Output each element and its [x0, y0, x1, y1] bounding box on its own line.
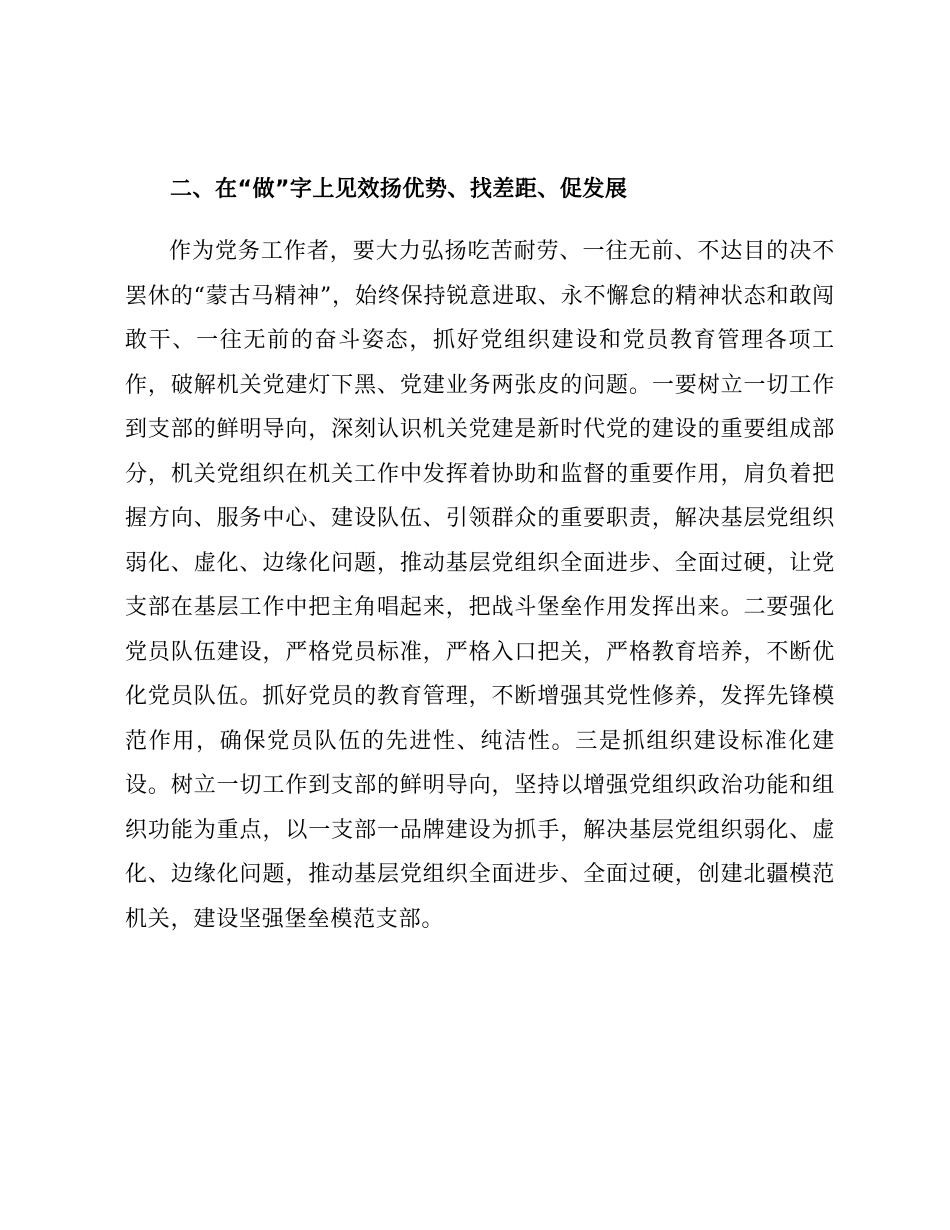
- section-heading: 二、在“做”字上见效扬优势、找差距、促发展: [170, 177, 628, 202]
- body-paragraph: 作为党务工作者，要大力弘扬吃苦耐劳、一往无前、不达目的决不罢休的“蒙古马精神”，始终保持锐意进取、永不懈怠的精神状态和敢闯敢干、一往无前的奋斗姿态，抓好党组织建设和党员教育管理各项工作，破解机关党建灯下黑、党建业务两张皮的问题。一要树立一切工作到支部的鲜明导向，深刻认识机关党建是新时代党的建设的重要组成部分，机关党组织在机关工作中发挥着协助和监督的重要作用，肩负着把握方向、服务中心、建设队伍、引领群众的重要职责，解决基层党组织弱化、虚化、边缘化问题，推动基层党组织全面进步、全面过硬，让党支部在基层工作中把主角唱起来，把战斗堡垒作用发挥出来。二要强化党员队伍建设，严格党员标准，严格入口把关，严格教育培养，不断优化党员队伍。抓好党员的教育管理，不断增强其党性修养，发挥先锋模范作用，确保党员队伍的先进性、纯洁性。三是抓组织建设标准化建设。树立一切工作到支部的鲜明导向，坚持以增强党组织政治功能和组织功能为重点，以一支部一品牌建设为抓手，解决基层党组织弱化、虚化、边缘化问题，推动基层党组织全面进步、全面过硬，创建北疆模范机关，建设坚强堡垒模范支部。: [125, 239, 835, 932]
